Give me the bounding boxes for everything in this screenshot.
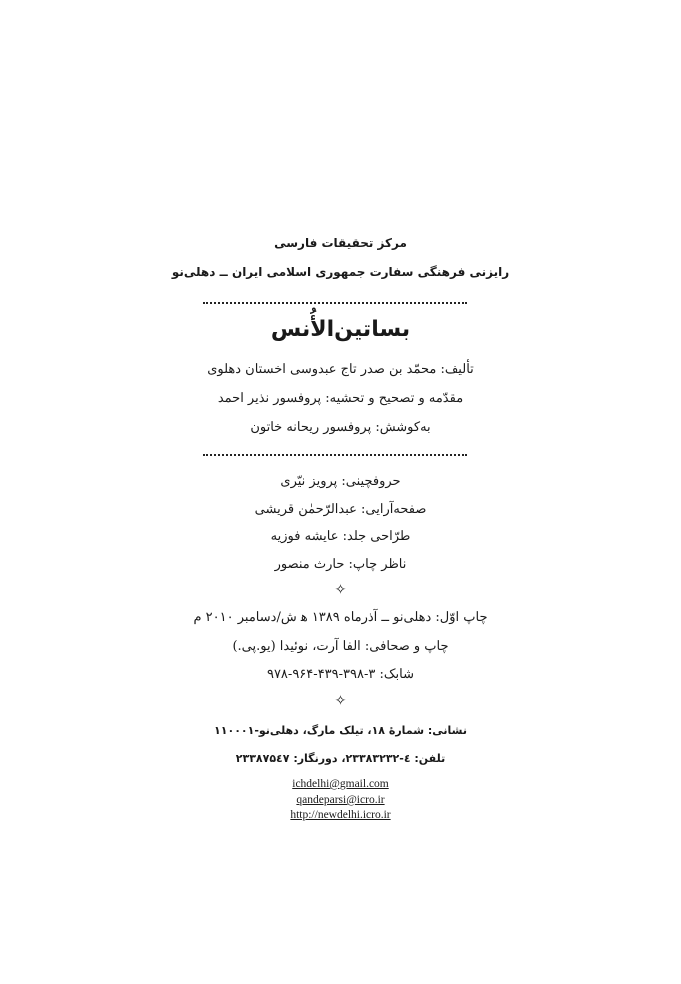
embassy-cultural-office: رایزنی فرهنگی سفارت جمهوری اسلامی ایران ــ دهلی‌نو [171, 265, 510, 279]
editor-credit: مقدّمه و تصحیح و تحشیه: پروفسور نذیر احمد [217, 391, 464, 406]
dotted-divider-top [203, 302, 467, 304]
address-info: نشانی: شمارهٔ ۱۸، تیلک مارگ، دهلی‌نو-۱۱۰۰۰۱ [214, 724, 467, 737]
website-link-wrap [0, 809, 681, 821]
edition-info: چاپ اوّل: دهلی‌نو ــ آذرماه ۱۳۸۹ ﻫ ش/دسامبر ۲۰۱۰ م [193, 610, 488, 625]
isbn-info: شابک: ۳-۳۹۸-۴۳۹-۹۶۴-۹۷۸ [266, 667, 415, 682]
email-link-2[interactable]: qandeparsi@icro.ir [296, 794, 385, 806]
ornament-star-icon-2: ✧ [334, 693, 347, 709]
website-link[interactable]: http://newdelhi.icro.ir [290, 809, 391, 821]
printer-info: چاپ و صحافی: الفا آرت، نوئیدا (یو.پی.) [232, 639, 449, 654]
book-title: بساتین‌الأُنس [270, 317, 411, 342]
research-center-name: مرکز تحقیقات فارسی [274, 236, 407, 250]
layout-credit: صفحه‌آرایی: عبدالرّحمٰن قریشی [254, 502, 427, 517]
email-link-1[interactable]: ichdelhi@gmail.com [292, 778, 389, 790]
email-link-1-wrap [0, 778, 681, 790]
compiler-credit: به‌کوشش: پروفسور ریحانه خاتون [250, 420, 431, 435]
typesetting-credit: حروفچینی: پرویز نیّری [280, 474, 401, 489]
phone-fax-info: تلفن: ٤-۲۳۳۸۳۲۳۲، دورنگار: ۲۳۳۸۷۵٤۷ [235, 752, 446, 765]
dotted-divider-middle [203, 454, 467, 456]
cover-design-credit: طرّاحی جلد: عایشه فوزیه [270, 529, 411, 544]
email-link-2-wrap [0, 794, 681, 806]
author-credit: تألیف: محمّد بن صدر تاج عبدوسی اخستان دهلوی [207, 362, 474, 377]
print-supervisor-credit: ناظر چاپ: حارث منصور [274, 557, 407, 572]
ornament-star-icon: ✧ [334, 582, 347, 598]
